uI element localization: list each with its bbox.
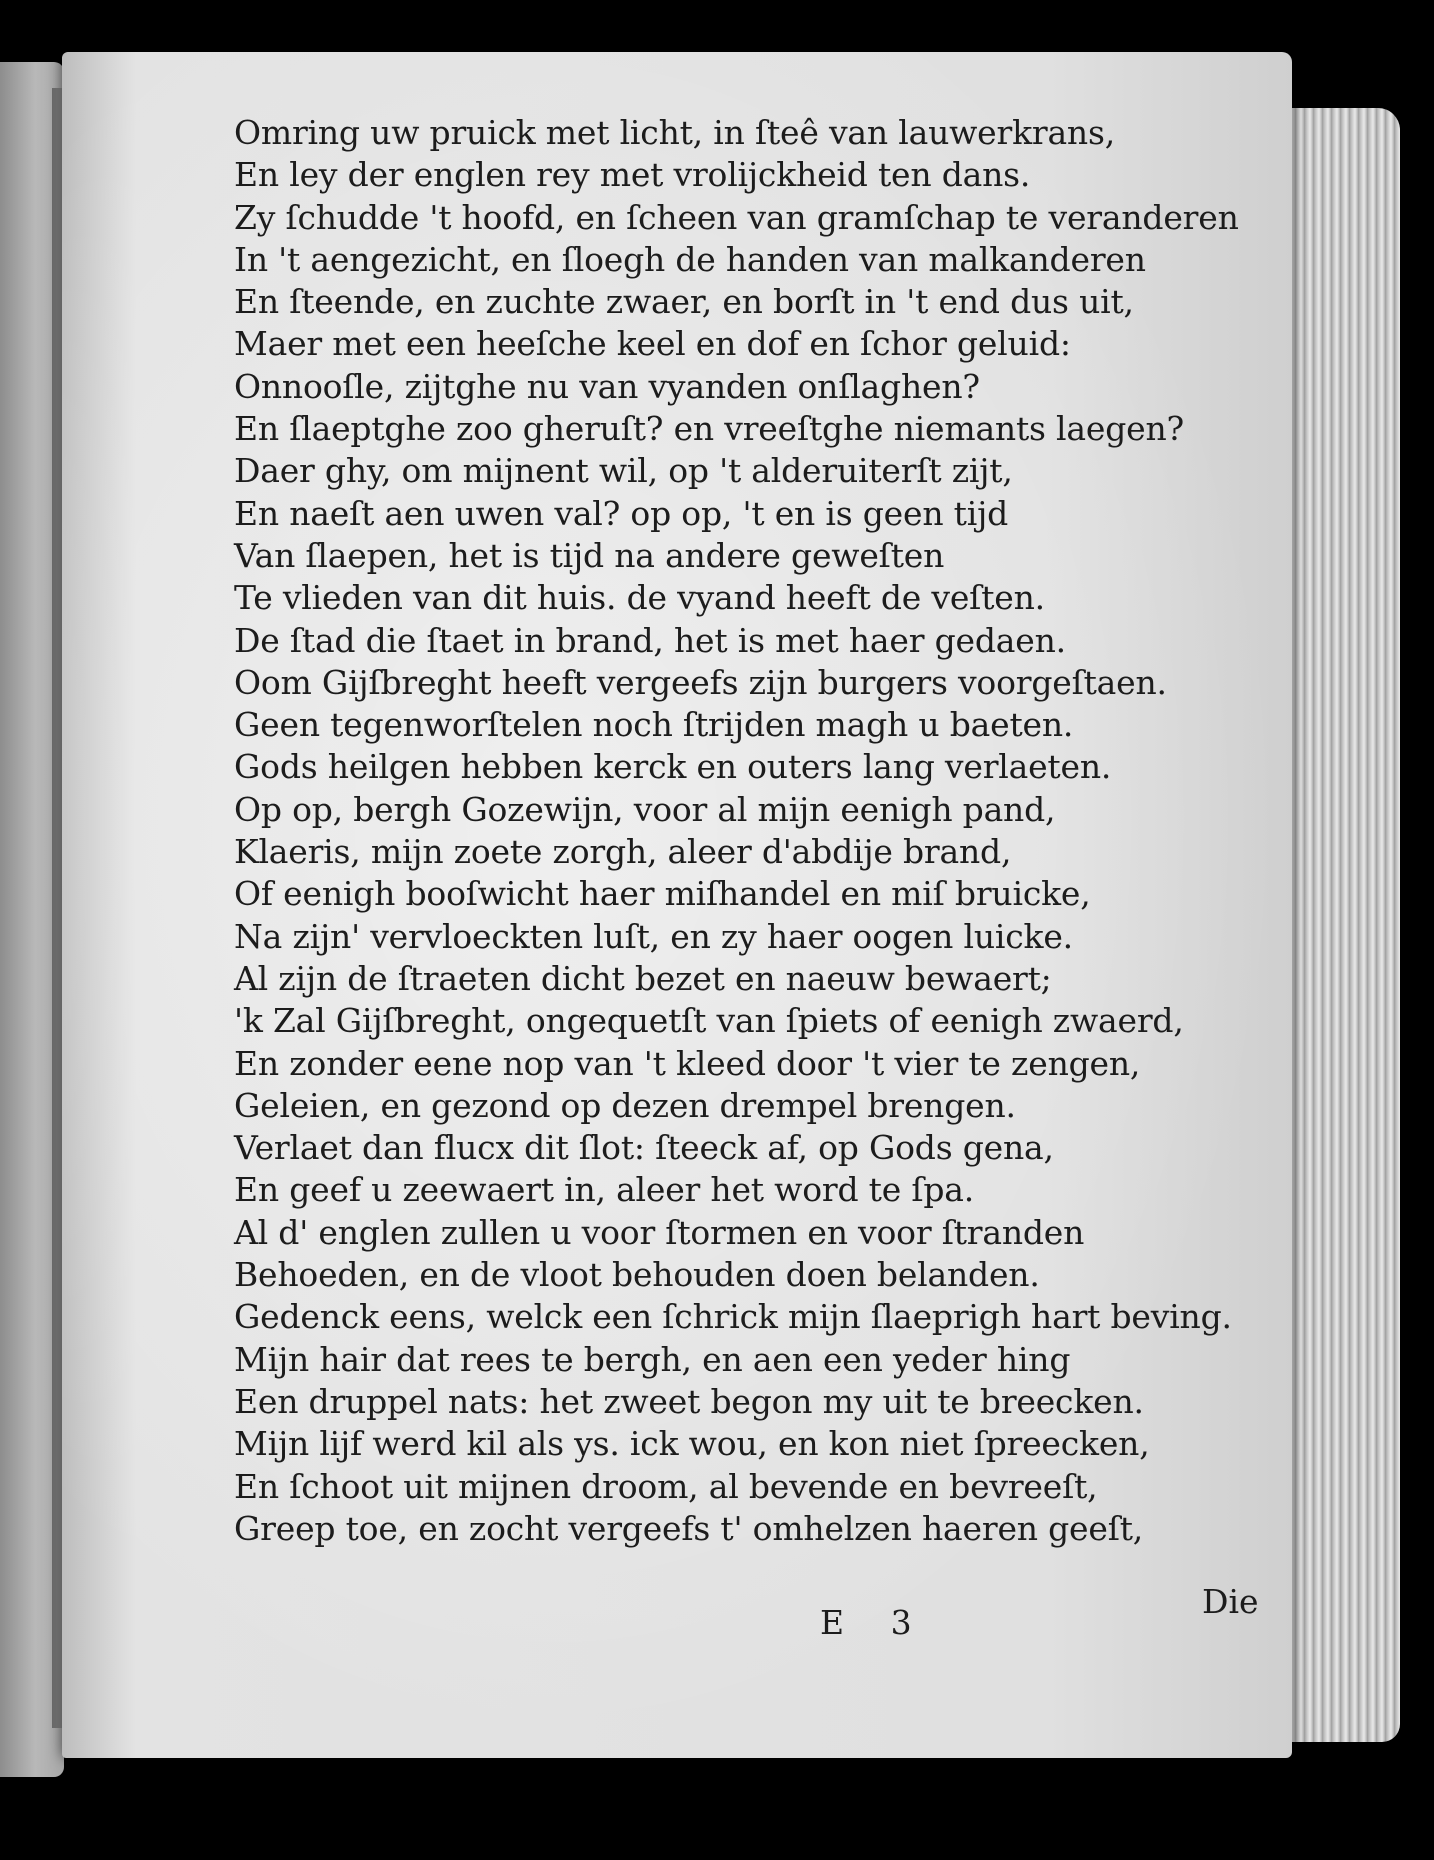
poem-line: Gods heilgen hebben kerck en outers lang verlaeten. <box>234 747 1112 787</box>
poem-line: Geen tegenworſtelen noch ſtrijden magh u baeten. <box>234 705 1074 745</box>
signature-mark: E 3 <box>820 1603 930 1642</box>
poem-line: Klaeris, mijn zoete zorgh, aleer d'abdije brand, <box>234 832 1012 872</box>
poem-line: En zonder eene nop van 't kleed door 't vier te zengen, <box>234 1043 1141 1083</box>
poem-line: En geef u zeewaert in, aleer het word te ſpa. <box>234 1170 975 1210</box>
poem-line: Al zijn de ſtraeten dicht bezet en naeuw bewaert; <box>234 958 1052 998</box>
poem-line: In 't aengezicht, en ſloegh de handen van malkanderen <box>234 239 1146 279</box>
poem-line: En naeſt aen uwen val? op op, 't en is geen tijd <box>234 493 1009 533</box>
poem-line: En ſchoot uit mijnen droom, al bevende en bevreeſt, <box>234 1466 1098 1506</box>
poem-text-block <box>234 112 1254 1612</box>
poem-line: Al d' englen zullen u voor ſtormen en voor ſtranden <box>234 1212 1085 1252</box>
poem-line: De ſtad die ſtaet in brand, het is met haer gedaen. <box>234 620 1066 660</box>
poem-line: Na zijn' vervloeckten luſt, en zy haer oogen luicke. <box>234 916 1073 956</box>
poem-line: Te vlieden van dit huis. de vyand heeft de veſten. <box>234 578 1045 618</box>
poem-line: Onnooſle, zijtghe nu van vyanden onſlaghen? <box>234 366 980 406</box>
poem-line: Op op, bergh Gozewijn, voor al mijn eenigh pand, <box>234 789 1056 829</box>
catchword: Die <box>1202 1582 1259 1621</box>
poem-line: Behoeden, en de vloot behouden doen belanden. <box>234 1255 1040 1295</box>
book-page <box>62 52 1292 1758</box>
poem-line: Daer ghy, om mijnent wil, op 't alderuiterſt zijt, <box>234 451 1013 491</box>
poem-line: Verlaet dan flucx dit ſlot: ſteeck af, op Gods gena, <box>234 1128 1054 1168</box>
poem-line: En ſteende, en zuchte zwaer, en borſt in 't end dus uit, <box>234 282 1134 322</box>
poem-line: Gedenck eens, welck een ſchrick mijn ſlaeprigh hart beving. <box>234 1297 1232 1337</box>
poem-line: Maer met een heeſche keel en dof en ſchor geluid: <box>234 324 1071 364</box>
poem-line: Greep toe, en zocht vergeefs t' omhelzen haeren geeſt, <box>234 1508 1144 1548</box>
poem-line: Geleien, en gezond op dezen drempel brengen. <box>234 1085 1016 1125</box>
poem-line: Zy ſchudde 't hoofd, en ſcheen van gramſchap te veranderen <box>234 197 1239 237</box>
poem-line: 'k Zal Gijſbreght, ongequetſt van ſpiets of eenigh zwaerd, <box>234 1001 1184 1041</box>
poem-line: Oom Gijſbreght heeft vergeefs zijn burgers voorgeſtaen. <box>234 662 1167 702</box>
poem-line: Van ſlaepen, het is tijd na andere geweſten <box>234 535 945 575</box>
poem-line: En ſlaeptghe zoo gheruſt? en vreeſtghe niemants laegen? <box>234 409 1185 449</box>
poem-line: Mijn hair dat rees te bergh, en aen een yeder hing <box>234 1339 1071 1379</box>
poem-line: Of eenigh booſwicht haer miſhandel en miſ bruicke, <box>234 874 1091 914</box>
poem-line: Een druppel nats: het zweet begon my uit te breecken. <box>234 1381 1144 1421</box>
poem-line: Mijn lijf werd kil als ys. ick wou, en kon niet ſpreecken, <box>234 1424 1150 1464</box>
poem-line: Omring uw pruick met licht, in ſteê van lauwerkrans, <box>234 113 1116 152</box>
poem-line: En ley der englen rey met vrolijckheid ten dans. <box>234 155 1031 195</box>
